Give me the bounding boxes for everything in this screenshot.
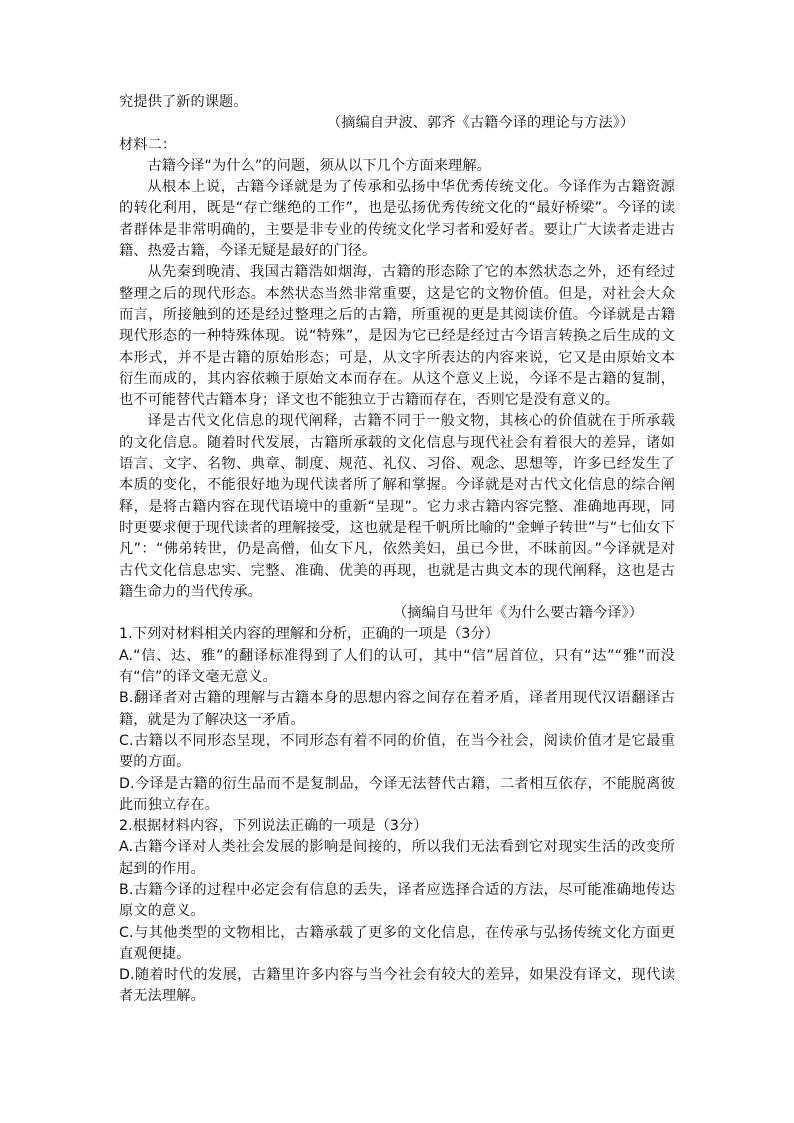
paragraph: 从先秦到晚清、我国古籍浩如烟海，古籍的形态除了它的本然状态之外，还有经过整理之后的现代形态。本然状态当然非常重要，这是它的文物价值。但是，对社会大众而言，所接触到的还是经过整理之后的古籍，所重视的更是其阅读价值。今译就是古籍现代形态的一种特殊体现。说“特殊”，是因为它已经是经过古今语言转换之后生成的文本形式，并不是古籍的原始形态；可是，从文字所表达的内容来说，它又是由原始文本衍生而成的，其内容依赖于原始文本而存在。从这个意义上说，今译不是古籍的复制，也不可能替代古籍本身；译文也不能独立于古籍而存在，否则它是没有意义的。 bbox=[119, 264, 675, 409]
source-citation-2: （摘编自马世年《为什么要古籍今译》） bbox=[393, 605, 644, 622]
paragraph: 古籍今译“为什么”的问题，须从以下几个方面来理解。 bbox=[147, 157, 491, 174]
question-2-option-b: B.古籍今译的过程中必定会有信息的丢失，译者应选择合适的方法，尽可能准确地传达原文的意义。 bbox=[119, 881, 675, 920]
document-page bbox=[119, 92, 675, 1008]
source-citation-1: （摘编自尹波、郭齐《古籍今译的理论与方法》） bbox=[327, 115, 635, 132]
question-2-option-d: D.随着时代的发展，古籍里许多内容与当今社会有较大的差异，如果没有译文，现代读者无法理解。 bbox=[119, 967, 675, 1005]
question-2-option-c: C.与其他类型的文物相比，古籍承载了更多的文化信息，在传承与弘扬传统文化方面更直观便捷。 bbox=[119, 924, 675, 962]
question-1-option-d: D.今译是古籍的衍生品而不是复制品，今译无法替代古籍，二者相互依存，不能脱离彼此而独立存在。 bbox=[119, 775, 675, 813]
question-1-stem: 1.下列对材料相关内容的理解和分析，正确的一项是（3分） bbox=[119, 626, 500, 643]
question-1-option-a: A.“信、达、雅”的翻译标准得到了人们的认可，其中“信”居首位，只有“达”“雅”而没有“信”的译文毫无意义。 bbox=[119, 647, 675, 686]
question-1-option-c: C.古籍以不同形态呈现，不同形态有着不同的价值，在当今社会，阅读价值才是它最重要的方面。 bbox=[119, 732, 675, 771]
material-two-heading: 材料二： bbox=[119, 136, 177, 153]
question-2-stem: 2.根据材料内容，下列说法正确的一项是（3分） bbox=[119, 818, 428, 835]
paragraph: 译是古代文化信息的现代阐释，古籍不同于一般文物，其核心的价值就在于所承载的文化信息。随着时代发展，古籍所承载的文化信息与现代社会有着很大的差异，诸如语言、文字、名物、典章、制度、规范、礼仪、习俗、观念、思想等，许多已经发生了本质的变化，不能很好地为现代读者所了解和掌握。今译就是对古代文化信息的综合阐释，是将古籍内容在现代语境中的重新“呈现”。它力求古籍内容完整、准确地再现，同时更要求便于现代读者的理解接受，这也就是程千帆所比喻的“金蝉子转世”与“七仙女下凡”：“佛弟转世，仍是高僧，仙女下凡，依然美妇，虽已今世，不昧前因。”今译就是对古代文化信息忠实、完整、准确、优美的再现，也就是古典文本的现代阐释，这也是古籍生命力的当代传承。 bbox=[119, 413, 675, 600]
question-2-option-a: A.古籍今译对人类社会发展的影响是间接的，所以我们无法看到它对现实生活的改变所起到的作用。 bbox=[119, 839, 675, 877]
paragraph-continuation: 究提供了新的课题。 bbox=[119, 94, 248, 110]
question-1-option-b: B.翻译者对古籍的理解与古籍本身的思想内容之间存在着矛盾，译者用现代汉语翻译古籍，就是为了解决这一矛盾。 bbox=[119, 690, 675, 728]
paragraph: 从根本上说，古籍今译就是为了传承和弘扬中华优秀传统文化。今译作为古籍资源的转化利用，既是“存亡继绝的工作”，也是弘扬优秀传统文化的“最好桥梁”。今译的读者群体是非常明确的，主要是非专业的传统文化学习者和爱好者。要让广大读者走进古籍、热爱古籍，今译无疑是最好的门径。 bbox=[119, 179, 675, 260]
